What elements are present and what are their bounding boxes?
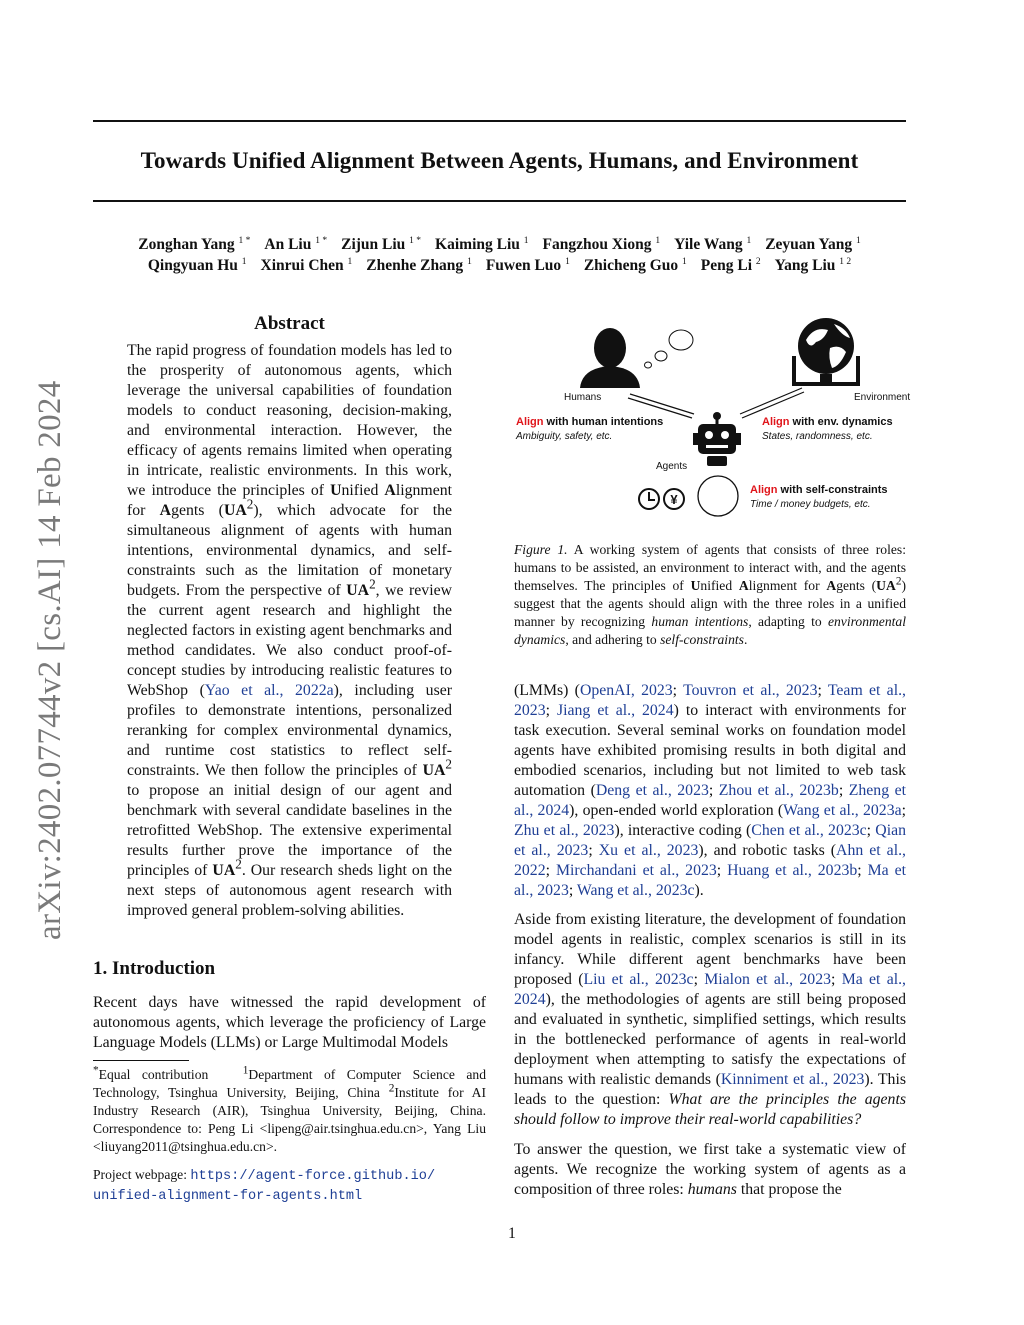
author-name: Peng Li [700, 257, 753, 274]
figure-label-environment: Environment [854, 392, 911, 403]
author-entry [765, 236, 860, 253]
author-affiliation: 1 [682, 256, 687, 267]
project-webpage: Project webpage: https://agent-force.github.io/ unified-alignment-for-agents.html [93, 1167, 436, 1204]
abstract-heading: Abstract [254, 313, 325, 334]
author-affiliation: 1 [746, 235, 752, 246]
author-name: Zhicheng Guo [583, 257, 679, 274]
figure-label-align-env: Align with env. dynamics [762, 416, 893, 428]
clock-icon [639, 489, 659, 509]
right-paragraph-2: Aside from existing literature, the development of foundation model agents in realistic, complex scenarios is still in its infancy. While different agent benchmarks have been proposed (Liu et al., 2023c; Mialon et al., 2023; Ma et al., 2024), the methodologies of agents are still being proposed and evaluated in synthetic, simplified settings, which results in the bottlenecked performance of agents in real-world deployment when attempting to satisfy the expectations of humans with realistic demands (Kinniment et al., 2023). This leads to the question: What are the principles the agents should follow to improve their real-world capabilities? [514, 911, 907, 1128]
author-name: Fangzhou Xiong [542, 236, 652, 253]
right-paragraph-3: To answer the question, we first take a systematic view of agents. We recognize the working system of agents as a composition of three roles: humans that propose the [514, 1141, 906, 1198]
author-affiliation: 2 [755, 256, 761, 267]
figure-sub-env: States, randomness, etc. [762, 431, 873, 442]
author-entry [341, 236, 421, 253]
author-name: Kaiming Liu [435, 236, 520, 253]
author-entry [674, 236, 751, 253]
author-name: Yile Wang [674, 236, 743, 253]
author-entry [264, 236, 327, 253]
footnote-rule [93, 1060, 189, 1061]
author-affiliation: 1 * [315, 235, 328, 246]
author-entry [261, 257, 353, 274]
author-name: Zonghan Yang [138, 236, 235, 253]
author-name: Qingyuan Hu [147, 257, 238, 274]
figure-label-align-self: Align with self-constraints [750, 484, 888, 496]
author-entry [366, 257, 472, 274]
self-loop-icon [698, 476, 738, 516]
author-entry [701, 257, 761, 274]
abstract-text: The rapid progress of foundation models has led to the prosperity of autonomous agents, which leverage the universal capabilities of foundation models to conduct reasoning, decision-making, and environmental interaction. However, the efficacy of agents remains limited when operating in intricate, realistic environments. In this work, we introduce the principles of Unified Alignment for Agents $(UA^2)$, which advocate for the simultaneous alignment of agents with human intentions, environmental dynamics, and self-constraints such as the limitation of monetary budgets. From the perspective of $UA^2$, we review the current agent research and highlight the neglected factors in existing agent benchmarks and method candidates. We also conduct proof-of-concept studies by introducing realistic features to WebShop (Yao et al., 2022a), including user profiles to demonstrate intentions, personalized reranking for complex environmental dynamics, and runtime cost statistics to reflect self-constraints. We then follow the principles of $UA^2$ to propose an initial design of our agent and benchmark with several candidate baselines in the retrofitted WebShop. The extensive experimental results further prove the importance of the principles of $UA^2$. Our research sheds light on the next steps of autonomous agent research with improved general problem-solving abilities. [127, 342, 453, 919]
project-url-cont[interactable]: unified-alignment-for-agents.html [93, 1189, 363, 1204]
author-affiliation: 1 [347, 256, 353, 267]
author-name: Xinrui Chen [260, 257, 344, 274]
author-entry [543, 236, 661, 253]
right-paragraph-1: (LMMs) (OpenAI, 2023; Touvron et al., 2023; Team et al., 2023; Jiang et al., 2024) to interact with environments for task execution. Several seminal works on foundation model agents have exhibited promising results in both digital and embodied scenarios, including but not limited to web task automation (Deng et al., 2023; Zhou et al., 2023b; Zheng et al., 2024), open-ended world exploration (Wang et al., 2023a; Zhu et al., 2023), interactive coding (Chen et al., 2023c; Qian et al., 2023; Xu et al., 2023), and robotic tasks (Ahn et al., 2022; Mirchandani et al., 2023; Huang et al., 2023b; Ma et al., 2023; Wang et al., 2023c). [514, 682, 907, 899]
globe-icon [792, 318, 860, 386]
author-entry [435, 236, 528, 253]
robot-agent-icon [693, 412, 741, 466]
author-affiliation: 1 [523, 235, 529, 246]
author-name: Fuwen Luo [485, 257, 562, 274]
author-entry [486, 257, 570, 274]
arrow-environment-to-agents [740, 388, 804, 418]
author-list-line-2 [93, 257, 906, 275]
figure-label-humans: Humans [564, 392, 602, 403]
intro-paragraph: Recent days have witnessed the rapid development of autonomous agents, which leverage the proficiency of Large Language Models (LLMs) or Large Multimodal Models [93, 994, 486, 1051]
author-affiliation: 1 [565, 256, 570, 267]
author-affiliation: 1 * [409, 235, 422, 246]
figure-1 [510, 310, 910, 530]
author-affiliation: 1 [655, 235, 661, 246]
author-name: Zeyuan Yang [765, 236, 853, 253]
author-entry [148, 257, 247, 274]
project-url[interactable]: https://agent-force.github.io/ [190, 1169, 436, 1184]
author-name: Yang Liu [774, 257, 836, 274]
author-name: Zijun Liu [341, 236, 406, 253]
intro-heading: 1. Introduction [93, 958, 216, 979]
paper-title: Towards Unified Alignment Between Agents, Humans, and Environment [140, 148, 859, 173]
author-list-line-1 [93, 236, 906, 254]
human-icon [580, 328, 640, 388]
figure-label-agents: Agents [656, 461, 688, 472]
figure-sub-humans: Ambiguity, safety, etc. [516, 431, 613, 442]
author-entry [138, 236, 250, 253]
thought-bubble-icon [645, 330, 694, 368]
page-number: 1 [508, 1225, 516, 1242]
title-bottom-rule [93, 200, 906, 202]
citation-link[interactable]: Yao et al., 2022a [204, 682, 334, 699]
author-affiliation: 1 [241, 256, 247, 267]
author-affiliation: 1 2 [839, 256, 852, 267]
arrow-humans-to-agents [628, 394, 694, 418]
author-entry [584, 257, 687, 274]
figure-sub-self: Time / money budgets, etc. [750, 499, 871, 510]
author-affiliation: 1 [855, 235, 861, 246]
arxiv-identifier: arXiv:2402.07744v2 [cs.AI] 14 Feb 2024 [32, 380, 68, 940]
title-top-rule [93, 120, 906, 122]
yen-symbol: ¥ [670, 492, 678, 507]
footnote: *Equal contribution $^1$Department of Computer Science and Technology, Tsinghua University, Beijing, China $^2$Institute for AI Industry Research (AIR), Tsinghua University, Beijing, China. Correspondence to: Peng Li <lipeng@air.tsinghua.edu.cn>, Yang Liu <liuyang2011@tsinghua.edu.cn>. [93, 1064, 486, 1154]
author-name: Zhenhe Zhang [366, 257, 464, 274]
author-affiliation: 1 * [238, 235, 251, 246]
author-affiliation: 1 [467, 256, 472, 267]
author-name: An Liu [264, 236, 312, 253]
figure-caption: Figure 1. A working system of agents that consists of three roles: humans to be assisted, an environment to interact with, and the agents themselves. The principles of Unified Alignment for Agents $(UA^2)$ suggest that the agents should align with the three roles in a unified manner by recognizing human intentions, adapting to environmental dynamics, and adhering to self-constraints. [514, 542, 907, 647]
author-entry [775, 257, 852, 274]
figure-label-align-humans: Align with human intentions [516, 416, 664, 428]
